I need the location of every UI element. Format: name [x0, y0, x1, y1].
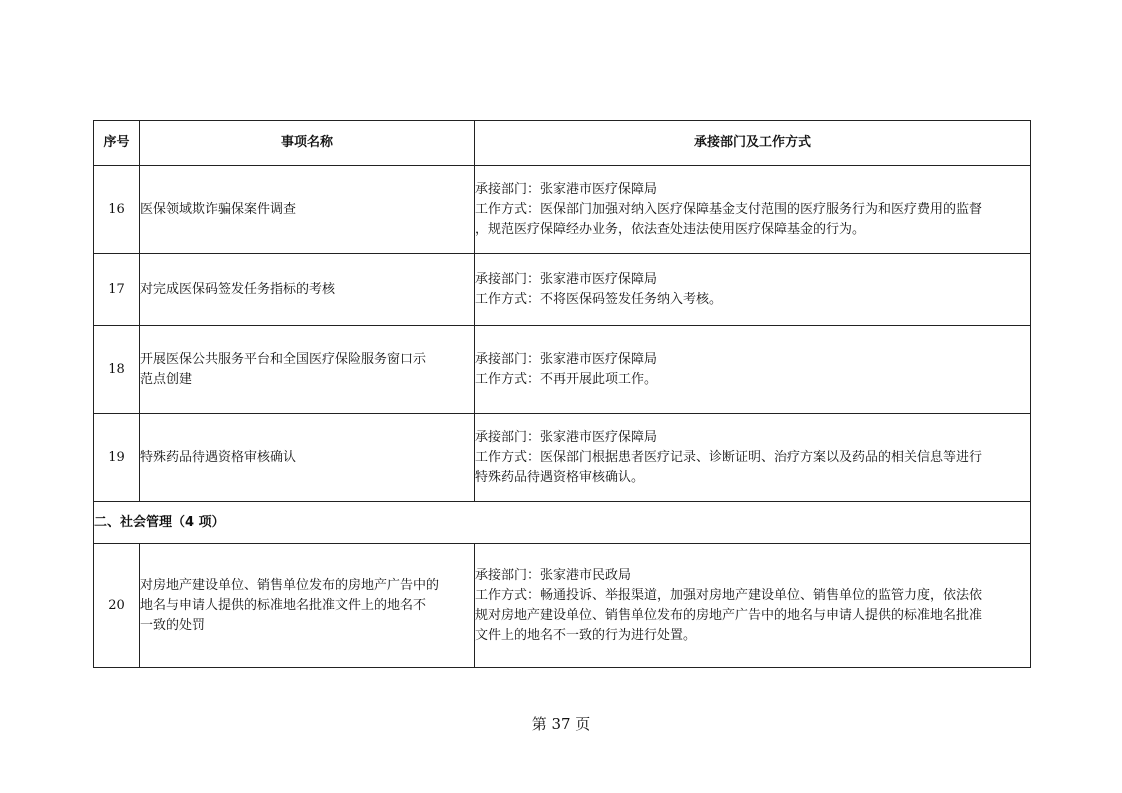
- row-dept-line: 工作方式：医保部门根据患者医疗记录、诊断证明、治疗方案以及药品的相关信息等进行: [475, 449, 983, 465]
- row-name-line: 医保领域欺诈骗保案件调查: [140, 201, 297, 217]
- table-row: [94, 166, 1031, 254]
- table-header-row: [94, 121, 1031, 166]
- row-seq: 20: [94, 544, 140, 668]
- row-name-line: 范点创建: [140, 371, 193, 387]
- row-dept-line: 工作方式：不将医保码签发任务纳入考核。: [475, 291, 723, 307]
- section-row: [94, 502, 1031, 544]
- row-dept-line: 工作方式：畅通投诉、举报渠道，加强对房地产建设单位、销售单位的监管力度，依法依: [475, 587, 983, 603]
- table-row: [94, 254, 1031, 326]
- row-dept-line: 承接部门：张家港市医疗保障局: [475, 429, 658, 445]
- row-dept-line: 承接部门：张家港市民政局: [475, 567, 632, 583]
- row-dept-line: ，规范医疗保障经办业务，依法查处违法使用医疗保障基金的行为。: [475, 221, 866, 237]
- row-dept: [475, 166, 1031, 254]
- row-name-line: 地名与申请人提供的标准地名批准文件上的地名不: [140, 597, 427, 613]
- table-row: [94, 326, 1031, 414]
- header-seq: 序号: [94, 121, 140, 166]
- row-name: [140, 254, 475, 326]
- section-title: 二、社会管理（4 项）: [94, 502, 1031, 544]
- row-dept-line: 工作方式：医保部门加强对纳入医疗保障基金支付范围的医疗服务行为和医疗费用的监督: [475, 201, 983, 217]
- row-name-line: 对房地产建设单位、销售单位发布的房地产广告中的: [140, 577, 440, 593]
- row-dept: [475, 544, 1031, 668]
- row-dept-line: 规对房地产建设单位、销售单位发布的房地产广告中的地名与申请人提供的标准地名批准: [475, 607, 983, 623]
- row-dept: [475, 254, 1031, 326]
- row-name: [140, 166, 475, 254]
- row-dept-line: 承接部门：张家港市医疗保障局: [475, 351, 658, 367]
- row-dept-line: 承接部门：张家港市医疗保障局: [475, 271, 658, 287]
- page-number: 第 37 页: [531, 715, 591, 733]
- row-name: [140, 414, 475, 502]
- row-seq: 18: [94, 326, 140, 414]
- row-dept-line: 工作方式：不再开展此项工作。: [475, 371, 658, 387]
- table-row: [94, 544, 1031, 668]
- table-row: [94, 414, 1031, 502]
- row-dept-line: 特殊药品待遇资格审核确认。: [475, 469, 645, 485]
- row-dept: [475, 414, 1031, 502]
- row-dept-line: 承接部门：张家港市医疗保障局: [475, 181, 658, 197]
- row-seq: 16: [94, 166, 140, 254]
- row-name: [140, 326, 475, 414]
- row-name-line: 一致的处罚: [140, 617, 206, 633]
- header-dept: 承接部门及工作方式: [475, 121, 1031, 166]
- row-name-line: 对完成医保码签发任务指标的考核: [140, 281, 336, 297]
- row-dept: [475, 326, 1031, 414]
- row-name-line: 特殊药品待遇资格审核确认: [140, 449, 297, 465]
- items-table: [93, 120, 1031, 668]
- row-name-line: 开展医保公共服务平台和全国医疗保险服务窗口示: [140, 351, 427, 367]
- header-name: 事项名称: [140, 121, 475, 166]
- row-seq: 17: [94, 254, 140, 326]
- row-dept-line: 文件上的地名不一致的行为进行处置。: [475, 627, 697, 643]
- row-seq: 19: [94, 414, 140, 502]
- row-name: [140, 544, 475, 668]
